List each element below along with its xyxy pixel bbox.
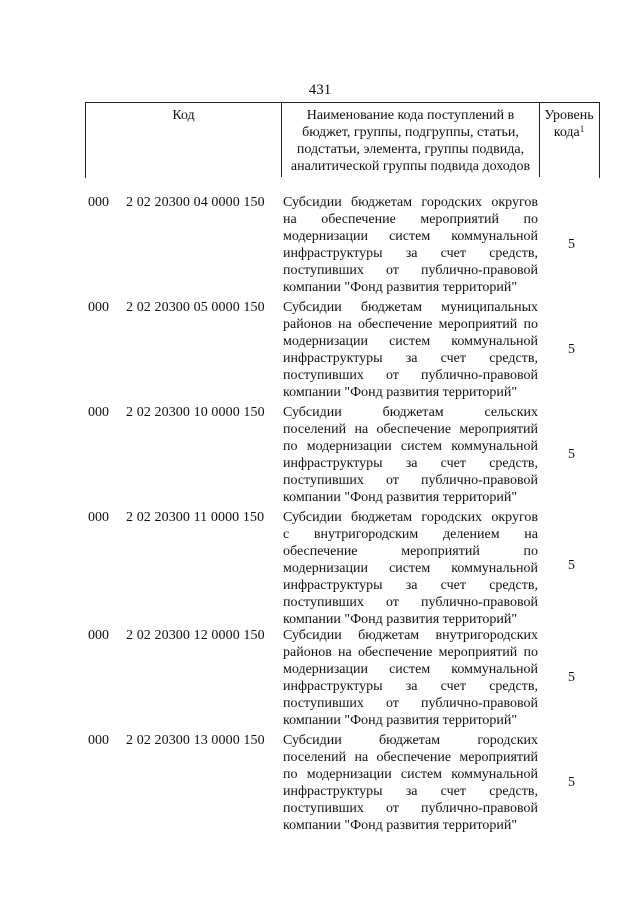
row-name-line: инфраструктуры за счет средств, [283, 578, 538, 593]
row-name-line: Субсидии бюджетам сельских [283, 405, 538, 420]
table-header [85, 102, 600, 178]
row-name-line: поселений на обеспечение мероприятий [283, 422, 538, 437]
row-name-line: инфраструктуры за счет средств, [283, 679, 538, 694]
row-name-line: модернизации систем коммунальной [283, 229, 538, 244]
row-name-line: поступивших от публично-правовой [283, 595, 538, 610]
row-name-line: районов на обеспечение мероприятий по [283, 645, 538, 660]
row-name-line: поступивших от публично-правовой [283, 801, 538, 816]
table-body [0, 194, 640, 837]
table-row [0, 194, 640, 299]
row-name-line: Субсидии бюджетам городских округов [283, 510, 538, 525]
row-name-line: инфраструктуры за счет средств, [283, 784, 538, 799]
row-name-line: компании "Фонд развития территорий" [283, 818, 518, 833]
page-number: 431 [308, 82, 332, 98]
row-prefix: 000 [88, 510, 109, 525]
row-name-line: инфраструктуры за счет средств, [283, 351, 538, 366]
row-name-line: поселений на обеспечение мероприятий [283, 750, 538, 765]
row-name [283, 194, 538, 296]
row-name-line: поступивших от публично-правовой [283, 368, 538, 383]
row-code: 2 02 20300 04 0000 150 [126, 195, 265, 210]
row-code: 2 02 20300 05 0000 150 [126, 300, 265, 315]
row-name-line: компании "Фонд развития территорий" [283, 713, 518, 728]
row-name-line: районов на обеспечение мероприятий по [283, 317, 538, 332]
row-name-line: обеспечение мероприятий по [283, 544, 538, 559]
row-name-line: Субсидии бюджетам внутригородских [283, 628, 538, 643]
row-name-line: компании "Фонд развития территорий" [283, 612, 518, 627]
row-name-line: на обеспечение мероприятий по [283, 212, 538, 227]
row-level: 5 [568, 775, 575, 790]
header-name: Наименование кода поступлений в бюджет, группы, подгруппы, статьи, подстатьи, элемента, группы подвида, аналитической группы подвида доходов [282, 103, 540, 177]
row-name-line: модернизации систем коммунальной [283, 334, 538, 349]
row-code: 2 02 20300 10 0000 150 [126, 405, 265, 420]
header-code: Код [86, 103, 282, 177]
row-prefix: 000 [88, 405, 109, 420]
row-name-line: компании "Фонд развития территорий" [283, 385, 518, 400]
row-name [283, 627, 538, 729]
row-name-line: инфраструктуры за счет средств, [283, 246, 538, 261]
row-name-line: Субсидии бюджетам муниципальных [283, 300, 538, 315]
row-level: 5 [568, 670, 575, 685]
row-name-line: Субсидии бюджетам городских округов [283, 195, 538, 210]
row-name-line: поступивших от публично-правовой [283, 473, 538, 488]
row-code: 2 02 20300 12 0000 150 [126, 628, 265, 643]
row-name-line: компании "Фонд развития территорий" [283, 490, 518, 505]
table-row [0, 509, 640, 627]
table-row [0, 627, 640, 732]
row-name-line: инфраструктуры за счет средств, [283, 456, 538, 471]
row-level: 5 [568, 558, 575, 573]
row-level: 5 [568, 342, 575, 357]
row-name-line: компании "Фонд развития территорий" [283, 280, 518, 295]
row-prefix: 000 [88, 300, 109, 315]
row-level: 5 [568, 447, 575, 462]
row-level: 5 [568, 237, 575, 252]
row-name [283, 404, 538, 506]
row-name [283, 732, 538, 834]
row-name-line: поступивших от публично-правовой [283, 696, 538, 711]
row-name-line: с внутригородским делением на [283, 527, 538, 542]
header-level [540, 103, 598, 181]
header-level-footnote: 1 [579, 124, 585, 134]
row-prefix: 000 [88, 628, 109, 643]
row-name-line: по модернизации систем коммунальной [283, 439, 538, 454]
row-name-line: поступивших от публично-правовой [283, 263, 538, 278]
row-prefix: 000 [88, 733, 109, 748]
row-name-line: Субсидии бюджетам городских [283, 733, 538, 748]
table-row [0, 404, 640, 509]
row-name [283, 509, 538, 628]
header-level-label: Уровень кода [544, 108, 594, 140]
table-row [0, 299, 640, 404]
row-name-line: модернизации систем коммунальной [283, 561, 538, 576]
row-code: 2 02 20300 11 0000 150 [126, 510, 265, 525]
row-name-line: по модернизации систем коммунальной [283, 767, 538, 782]
table-row [0, 732, 640, 837]
row-code: 2 02 20300 13 0000 150 [126, 733, 265, 748]
row-name [283, 299, 538, 401]
row-prefix: 000 [88, 195, 109, 210]
row-name-line: модернизации систем коммунальной [283, 662, 538, 677]
